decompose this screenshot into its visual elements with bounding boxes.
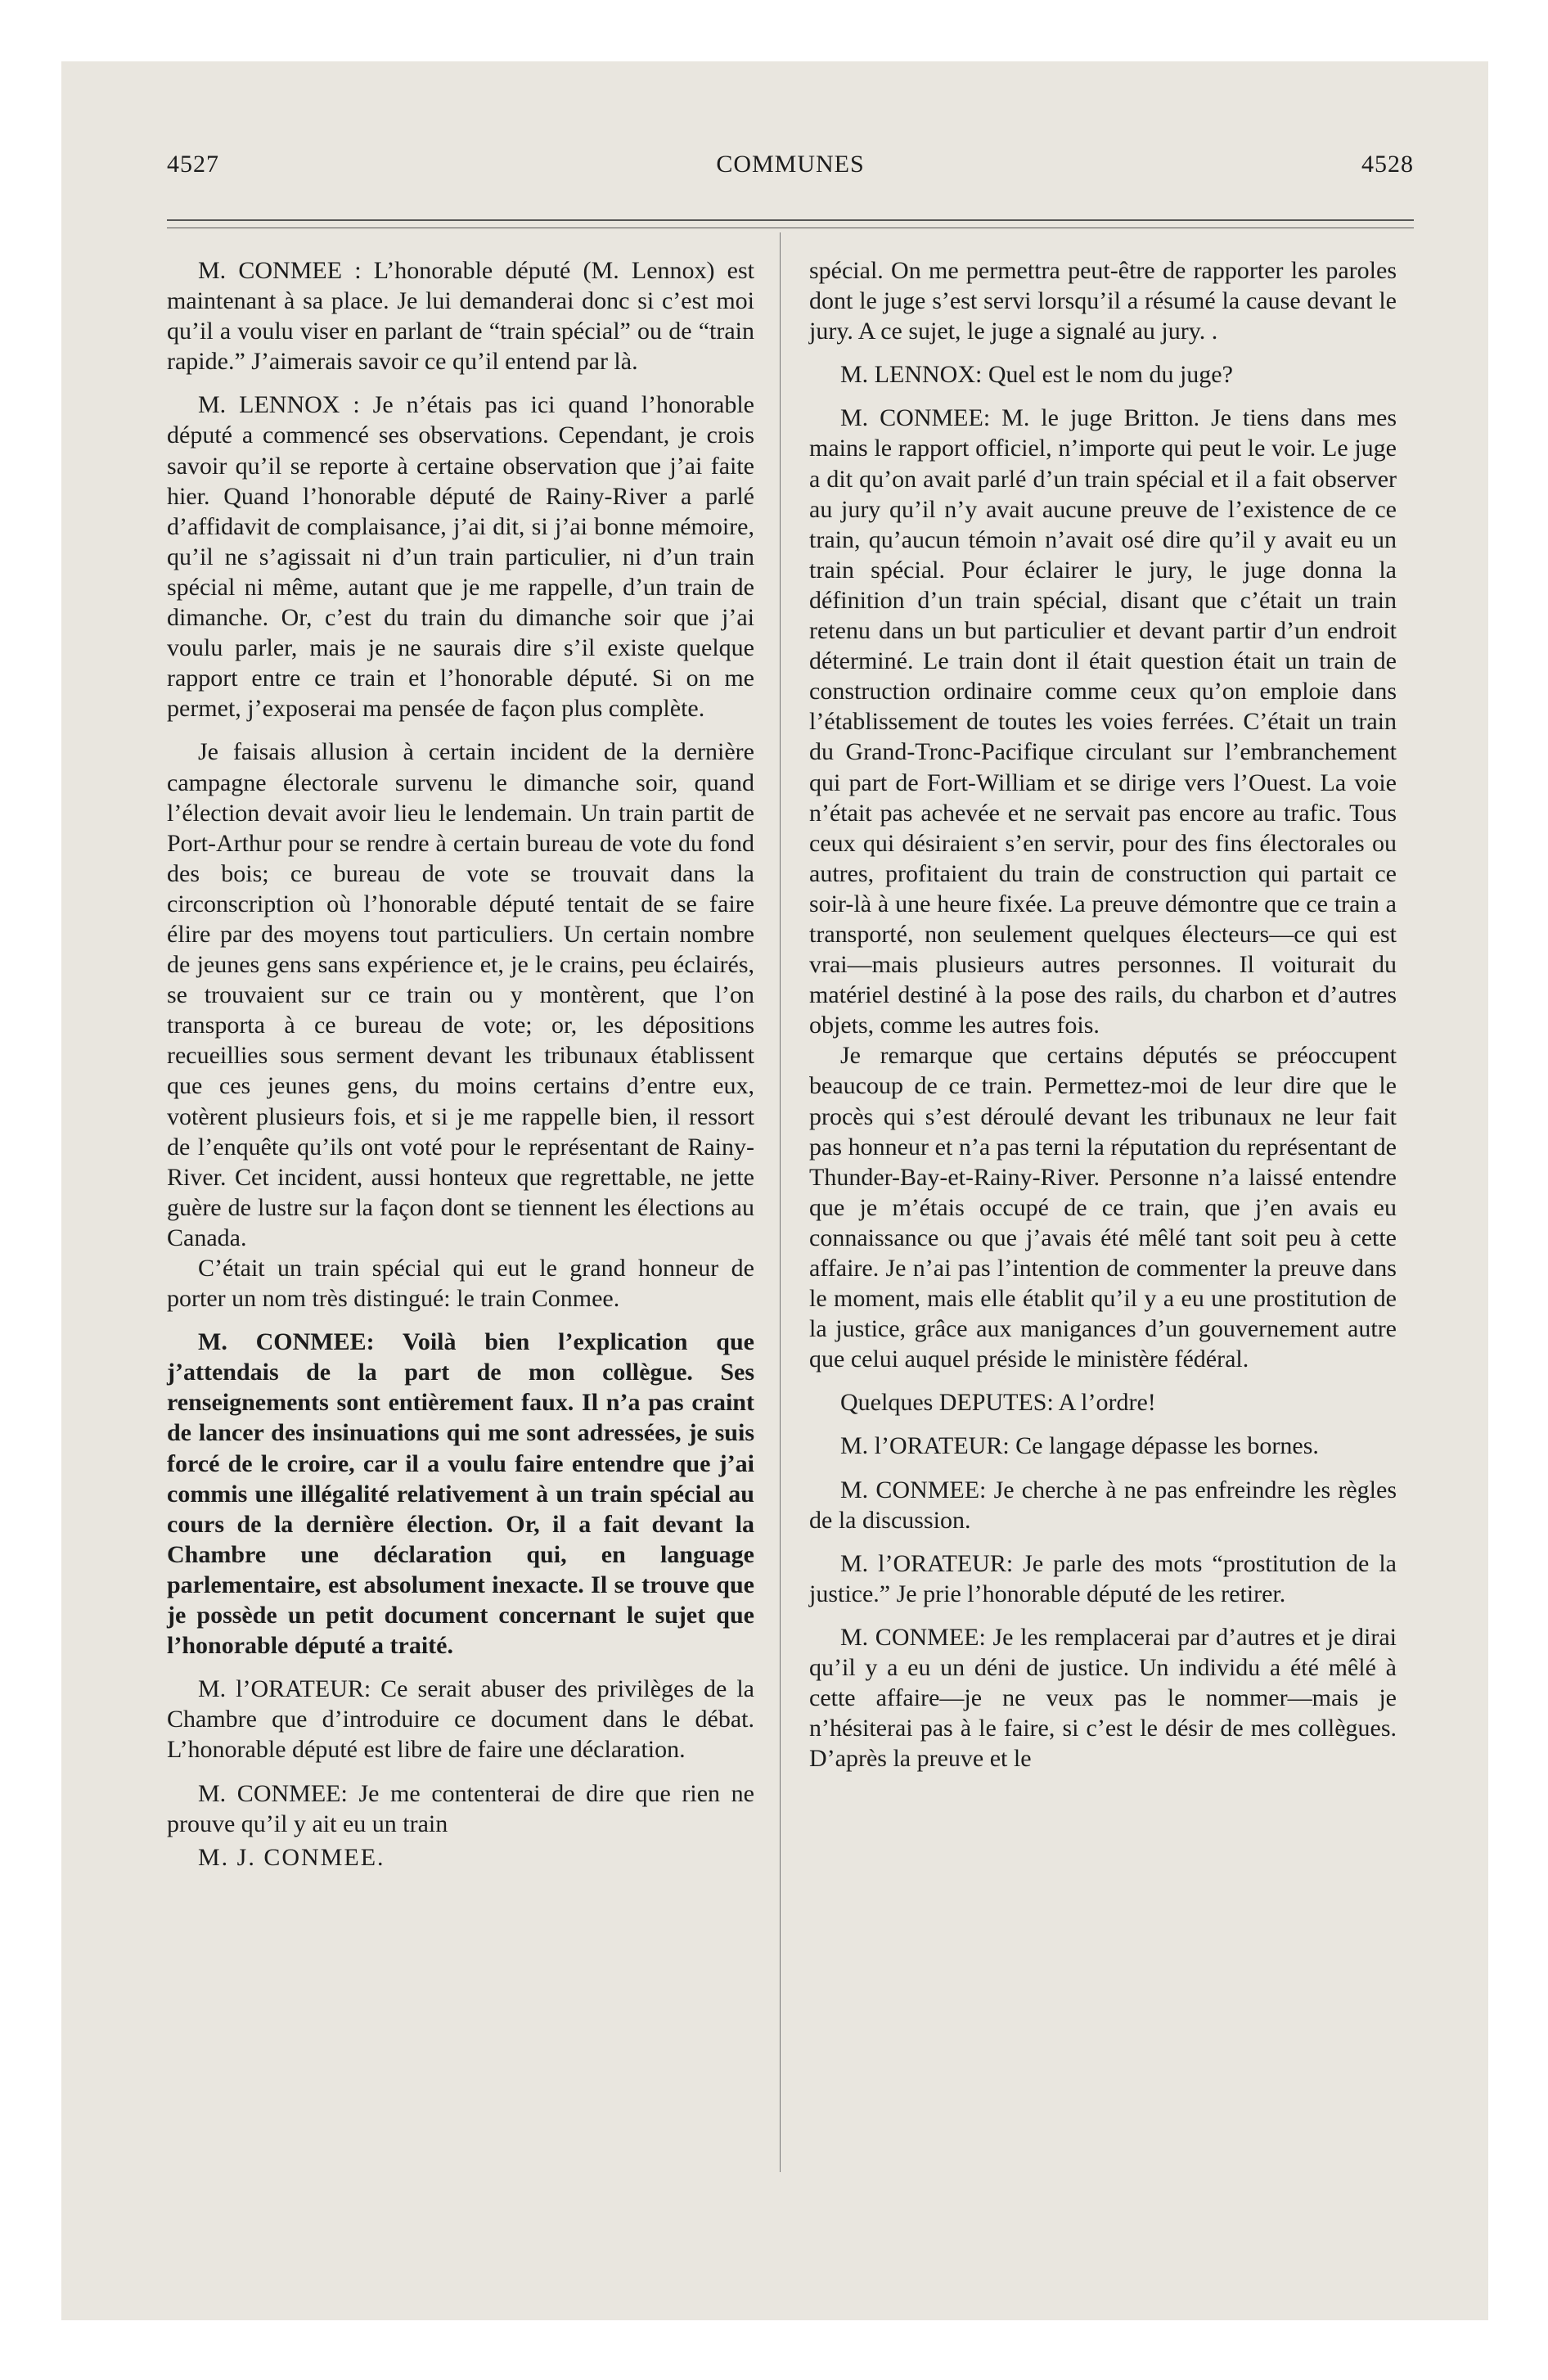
paragraph: M. CONMEE : L’honorable député (M. Lennox) est maintenant à sa place. Je lui demanderai donc si c’est moi qu’il a voulu viser en parlant de “train spécial” ou de “train rapide.” J’aimerais savoir ce qu’il entend par là. <box>167 257 754 376</box>
page-number-right: 4528 <box>1361 151 1414 178</box>
paragraph: M. CONMEE: M. le juge Britton. Je tiens dans mes mains le rapport officiel, n’importe qui peut le voir. Le juge a dit qu’on avait parlé d’un train spécial et il a fait observer au jury qu’il n’y avait aucune preuve de l’existence de ce train, qu’aucun témoin n’avait osé dire qu’il y avait eu un train spécial. Pour éclairer le jury, le juge donna la définition d’un train spécial, disant que c’était un train retenu dans un but particulier et devant partir d’un endroit déterminé. Le train dont il était question était un train de construction ordinaire comme ceux qu’on emploie dans l’établissement de toutes les voies ferrées. C’était un train du Grand-Tronc-Pacifique circulant sur l’embranchement qui part de Fort-William et se dirige vers l’Ouest. La voie n’était pas achevée et ne servait pas encore au trafic. Tous ceux qui désiraient s’en servir, pour des fins électorales ou autres, profitaient du train de construction qui partait ce soir-là à une heure fixée. La preuve démontre que ce train a transporté, non seulement quelques électeurs—ce qui est vrai—mais plusieurs autres personnes. Il voiturait du matériel destiné à la pose des rails, du charbon et d’autres objets, comme les autres fois. <box>809 404 1397 1039</box>
column-divider <box>780 232 781 2172</box>
paragraph: Quelques DEPUTES: A l’ordre! <box>840 1389 1156 1417</box>
header-rule-thick <box>167 219 1414 221</box>
paragraph: spécial. On me permettra peut-être de rapporter les paroles dont le juge s’est servi lorsqu’il a résumé la cause devant le jury. A ce sujet, le juge a signalé au jury. . <box>809 257 1397 345</box>
right-column <box>809 255 1397 1774</box>
paragraph: M. LENNOX : Je n’étais pas ici quand l’honorable député a commencé ses observations. Cependant, je crois savoir qu’il se reporte à certaine observation que j’ai faite hier. Quand l’honorable député de Rainy-River a parlé d’affidavit de complaisance, j’ai dit, si j’ai bonne mémoire, qu’il ne s’agissait ni d’un train particulier, ni d’un train spécial ni même, autant que je me rappelle, d’un train de dimanche. Or, c’est du train du dimanche soir que j’ai voulu parler, mais je ne saurais dire s’il existe quelque rapport entre ce train et l’honorable député. Si on me permet, j’exposerai ma pensée de façon plus complète. <box>167 391 754 723</box>
paragraph: Je remarque que certains députés se préoccupent beaucoup de ce train. Permettez-moi de leur dire que le procès qui s’est déroulé devant les tribunaux ne leur fait pas honneur et n’a pas terni la réputation du représentant de Thunder-Bay-et-Rainy-River. Personne n’a laissé entendre que je m’étais occupé de ce train, que j’en avais eu connaissance ou que j’avais été mêlé tant soit peu à cette affaire. Je n’ai pas l’intention de commenter la preuve dans le moment, mais elle établit qu’il y a eu une prostitution de la justice, grâce aux manigances d’un gouvernement autre que celui auquel préside le ministère fédéral. <box>809 1042 1397 1373</box>
paragraph: M. CONMEE: Je me contenterai de dire que rien ne prouve qu’il y ait eu un train <box>167 1779 754 1837</box>
running-title: COMMUNES <box>716 151 865 178</box>
paragraph: Je faisais allusion à certain incident de la dernière campagne électorale survenu le dimanche soir, quand l’élection devait avoir lieu le lendemain. Un train partit de Port-Arthur pour se rendre à certain bureau de vote du fond des bois; ce bureau de vote se trouvait dans la circonscription où l’honorable député tentait de se faire élire par des moyens tout particuliers. Un certain nombre de jeunes gens sans expérience et, je le crains, peu éclairés, se trouvaient sur ce train ou y montèrent, que l’on transporta à ce bureau de vote; or, les dépositions recueillies sous serment devant les tribunaux établissent que ces jeunes gens, du moins certains d’entre eux, votèrent plusieurs fois, et si je me rappelle bien, il ressort de l’enquête qu’ils ont voté pour le représentant de Rainy-River. Cet incident, aussi honteux que regrettable, ne jette guère de lustre sur la façon dont se tiennent les élections au Canada. <box>167 738 754 1251</box>
paragraph: M. CONMEE: Je cherche à ne pas enfreindre les règles de la discussion. <box>809 1476 1397 1534</box>
paragraph: M. CONMEE: Voilà bien l’explication que j’attendais de la part de mon collègue. Ses renseignements sont entièrement faux. Il n’a pas craint de lancer des insinuations qui me sont adressées, je suis forcé de le croire, car il a voulu faire entendre que j’ai commis une illégalité relativement à un train spécial au cours de la dernière élection. Or, il a fait devant la Chambre une déclaration qui, en language parlementaire, est absolument inexacte. Il se trouve que je possède un petit document concernant le sujet que l’honorable député a traité. <box>167 1328 754 1660</box>
paragraph: M. CONMEE: Je les remplacerai par d’autres et je dirai qu’il y a eu un déni de justice. Un individu a été mêlé à cette affaire—je ne veux pas le nommer—mais je n’hésiterai pas à le faire, si c’est le désir de mes collègues. D’après la preuve et le <box>809 1623 1397 1773</box>
paragraph: M. l’ORATEUR: Je parle des mots “prostitution de la justice.” Je prie l’honorable député de les retirer. <box>809 1549 1397 1607</box>
signature: M. J. CONMEE. <box>198 1843 385 1871</box>
page-header <box>167 151 1414 183</box>
paragraph: M. l’ORATEUR: Ce serait abuser des privilèges de la Chambre que d’introduire ce document dans le débat. L’honorable député est libre de faire une déclaration. <box>167 1675 754 1764</box>
page-number-left: 4527 <box>167 151 219 178</box>
left-column <box>167 255 754 1873</box>
paragraph: C’était un train spécial qui eut le grand honneur de porter un nom très distingué: le train Conmee. <box>167 1255 754 1313</box>
paragraph: M. LENNOX: Quel est le nom du juge? <box>840 361 1233 389</box>
paragraph: M. l’ORATEUR: Ce langage dépasse les bornes. <box>840 1432 1319 1460</box>
